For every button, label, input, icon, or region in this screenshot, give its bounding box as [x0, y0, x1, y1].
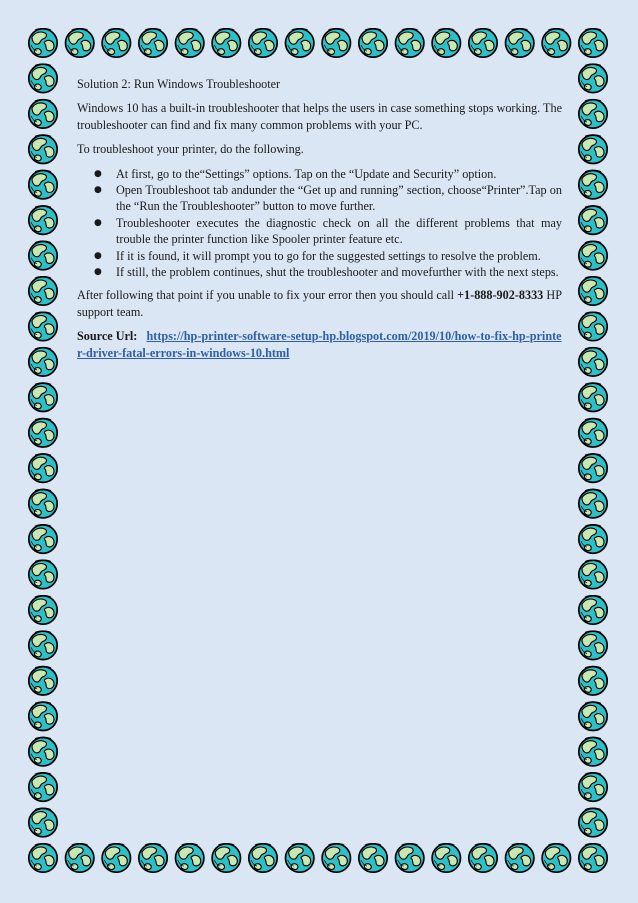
- globe-icon: [579, 631, 607, 660]
- bullet-icon: ●: [94, 250, 102, 261]
- globe-icon: [29, 135, 57, 164]
- globe-icon: [579, 454, 607, 483]
- globe-icon: [579, 383, 607, 412]
- globe-icon: [139, 844, 167, 873]
- globe-icon: [29, 454, 57, 483]
- globe-icon: [29, 773, 57, 802]
- globe-icon: [286, 29, 314, 58]
- globe-icon: [29, 347, 57, 376]
- globe-icon: [176, 29, 204, 58]
- globe-icon: [249, 29, 277, 58]
- globe-icon: [102, 29, 130, 58]
- globe-icon: [469, 844, 497, 873]
- globe-icon: [322, 844, 350, 873]
- globe-icon: [579, 99, 607, 128]
- globe-icon: [139, 29, 167, 58]
- list-item: [94, 182, 562, 215]
- section-heading: Solution 2: Run Windows Troubleshooter: [77, 77, 281, 91]
- globe-icon: [359, 29, 387, 58]
- globe-icon: [506, 844, 534, 873]
- closing-text: After following that point if you unable to fix your error then you should call: [77, 288, 458, 303]
- globe-icon: [29, 29, 57, 58]
- globe-icon: [29, 277, 57, 306]
- source-url-link[interactable]: https://hp-printer-software-setup-hp.blogspot.com/2019/10/how-to-fix-hp-printer-driver-fatal-errors-in-windows-10.html: [77, 329, 562, 360]
- globe-icon: [396, 844, 424, 873]
- list-item: [94, 264, 562, 280]
- globe-icon: [579, 489, 607, 518]
- lead-paragraph: To troubleshoot your printer, do the following.: [77, 142, 304, 157]
- globe-icon: [249, 844, 277, 873]
- globe-icon: [322, 29, 350, 58]
- globe-icon: [579, 773, 607, 802]
- globe-icon: [579, 702, 607, 731]
- source-label: Source Url:: [77, 329, 138, 344]
- globe-icon: [29, 64, 57, 93]
- list-item-text: Open Troubleshoot tab andunder the “Get up and running” section, choose“Printer”.Tap on the “Run the Troubleshooter” button to move further.: [116, 183, 562, 214]
- closing-paragraph: [77, 287, 562, 320]
- globe-icon: [469, 29, 497, 58]
- globe-icon: [579, 666, 607, 695]
- globe-icon: [579, 525, 607, 554]
- bullet-icon: ●: [94, 217, 102, 228]
- globe-icon: [29, 525, 57, 554]
- globe-icon: [29, 489, 57, 518]
- globe-icon: [66, 844, 94, 873]
- globe-icon: [29, 418, 57, 447]
- globe-icon: [542, 29, 570, 58]
- closing-text-end: HP support team.: [77, 288, 562, 319]
- globe-icon: [579, 312, 607, 341]
- globe-icon: [29, 383, 57, 412]
- document-body: [77, 76, 562, 369]
- list-item-text: If still, the problem continues, shut the troubleshooter and movefurther with the next steps.: [116, 265, 559, 280]
- globe-icon: [579, 808, 607, 837]
- globe-icon: [176, 844, 204, 873]
- list-item: [94, 248, 562, 264]
- list-item-text: Troubleshooter executes the diagnostic check on all the different problems that may trouble the printer function like Spooler printer feature etc.: [116, 215, 562, 247]
- globe-icon: [579, 737, 607, 766]
- globe-icon: [29, 737, 57, 766]
- globe-icon: [29, 99, 57, 128]
- globe-icon: [29, 808, 57, 837]
- list-item-text: If it is found, it will prompt you to go for the suggested settings to resolve the problem.: [116, 248, 541, 263]
- globe-icon: [29, 206, 57, 235]
- globe-icon: [29, 312, 57, 341]
- steps-list: [77, 166, 562, 281]
- globe-icon: [212, 844, 240, 873]
- globe-icon: [579, 64, 607, 93]
- bullet-icon: ●: [94, 185, 102, 196]
- globe-icon: [579, 277, 607, 306]
- globe-icon: [579, 560, 607, 589]
- globe-icon: [579, 206, 607, 235]
- globe-icon: [542, 844, 570, 873]
- globe-icon: [579, 170, 607, 199]
- list-item: [94, 166, 562, 182]
- globe-icon: [359, 844, 387, 873]
- bullet-icon: ●: [94, 267, 102, 278]
- globe-icon: [432, 29, 460, 58]
- globe-icon: [29, 241, 57, 270]
- globe-icon: [29, 170, 57, 199]
- globe-icon: [29, 666, 57, 695]
- globe-icon: [579, 596, 607, 625]
- globe-icon: [29, 560, 57, 589]
- globe-icon: [579, 347, 607, 376]
- globe-icon: [579, 418, 607, 447]
- globe-icon: [396, 29, 424, 58]
- globe-icon: [29, 702, 57, 731]
- globe-icon: [579, 29, 607, 58]
- globe-icon: [212, 29, 240, 58]
- list-item-text: At first, go to the“Settings” options. Tap on the “Update and Security” option.: [116, 166, 497, 181]
- source-paragraph: [77, 328, 562, 361]
- globe-icon: [29, 631, 57, 660]
- bullet-icon: ●: [94, 168, 102, 179]
- globe-icon: [579, 241, 607, 270]
- intro-paragraph: Windows 10 has a built-in troubleshooter that helps the users in case something stops working. The troubleshooter can find and fix many common problems with your PC.: [77, 101, 562, 132]
- globe-icon: [506, 29, 534, 58]
- globe-icon: [29, 844, 57, 873]
- globe-icon: [432, 844, 460, 873]
- globe-icon: [579, 844, 607, 873]
- globe-icon: [579, 135, 607, 164]
- globe-icon: [29, 596, 57, 625]
- list-item: [94, 215, 562, 248]
- phone-number: +1-888-902-8333: [457, 288, 544, 303]
- globe-icon: [66, 29, 94, 58]
- globe-icon: [286, 844, 314, 873]
- globe-icon: [102, 844, 130, 873]
